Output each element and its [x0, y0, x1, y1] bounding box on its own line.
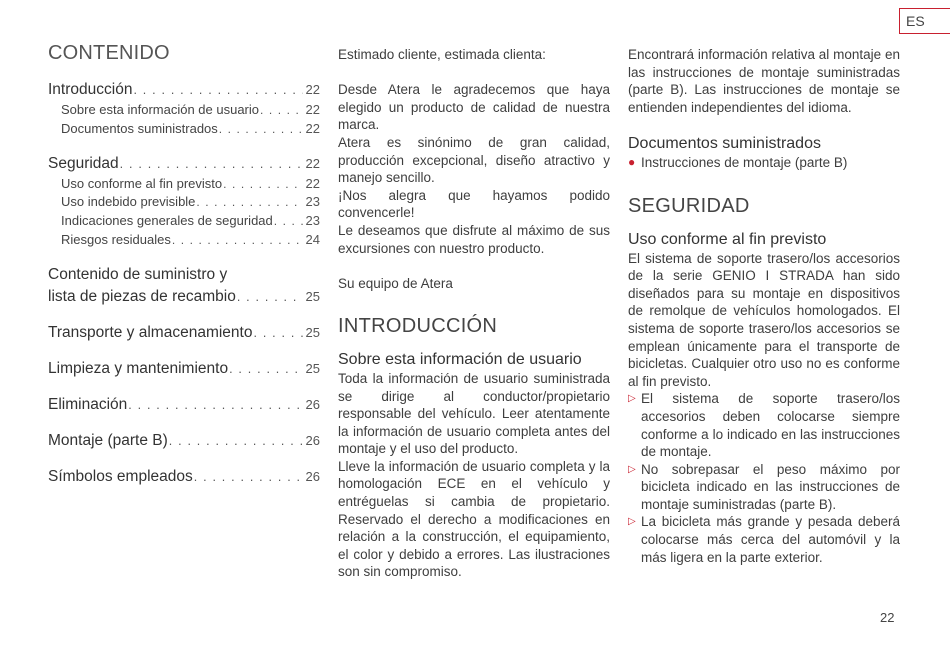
toc-title: CONTENIDO — [48, 42, 170, 64]
list-item — [628, 390, 900, 460]
toc-entry[interactable] — [48, 322, 320, 344]
toc-group-contenido[interactable] — [48, 264, 320, 308]
toc-entry-page: 26 — [305, 468, 320, 484]
paragraph: Toda la información de usuario suministrada se dirige al conductor/propietario responsable del vehículo. Leer atentamente la información de usuario completa antes del montaje y el uso del producto. — [338, 370, 610, 457]
language-badge: ES — [899, 8, 950, 34]
toc-subentry[interactable] — [48, 212, 320, 231]
toc-leader-dots — [169, 431, 303, 452]
toc-entry — [48, 286, 320, 308]
toc-entry-page: 25 — [305, 360, 320, 376]
toc-subentry-page: 22 — [305, 175, 320, 191]
toc-entry-label: Introducción — [48, 81, 133, 98]
toc-group-eliminacion — [48, 394, 320, 416]
toc-subentry-label: Riesgos residuales — [61, 231, 171, 247]
toc-entry-page: 22 — [305, 155, 320, 171]
toc-entry-label: Montaje (parte B) — [48, 431, 168, 449]
toc-leader-dots — [120, 154, 303, 175]
paragraph: Le deseamos que disfrute al máximo de sus excursiones con nuestro producto. — [338, 222, 610, 256]
toc-subentry-page: 22 — [305, 120, 320, 136]
toc-subentry[interactable] — [48, 120, 320, 139]
column-right — [628, 46, 900, 566]
paragraph: ¡Nos alegra que hayamos podido convencerle! — [338, 187, 610, 221]
list-item-text: La bicicleta más grande y pesada deberá colocarse más cerca del automóvil y la más ligera en la parte exterior. — [641, 514, 900, 565]
toc-leader-dots — [274, 213, 303, 231]
subsection-title-documentos: Documentos suministrados — [628, 135, 821, 153]
toc-subentry-page: 22 — [305, 102, 320, 117]
paragraph: Encontrará información relativa al montaje en las instrucciones de montaje suministradas (parte B). Las instrucciones de montaje se entienden independientes del idioma. — [628, 47, 900, 115]
paragraph: Atera es sinónimo de gran calidad, producción excepcional, diseño atractivo y manejo sencillo. — [338, 134, 610, 186]
paragraph: El sistema de soporte trasero/los accesorios de la serie GENIO I STRADA han sido diseñados para su montaje en dispositivos de remolque de vehículos homologados. El sistema de soporte trasero/los accesorios se emplean únicamente para el transporte de bicicletas. Cualquier otro uso no es conforme al fin previsto. — [628, 250, 900, 389]
toc-group-seguridad — [48, 153, 320, 250]
toc-leader-dots — [172, 232, 303, 250]
triangle-right-icon: ▷ — [628, 393, 636, 405]
list-item-text: No sobrepasar el peso máximo por bicicleta indicado en las instrucciones de montaje suministradas (parte B). — [641, 461, 900, 512]
toc-entry[interactable] — [48, 358, 320, 380]
toc-group-introduccion — [48, 79, 320, 139]
toc-entry-label: Limpieza y mantenimiento — [48, 359, 229, 377]
toc-leader-dots — [237, 287, 303, 308]
table-of-contents — [48, 42, 320, 502]
toc-subentry-page: 23 — [305, 213, 320, 229]
toc-entry-page: 22 — [305, 82, 320, 97]
toc-entry-label-line2: lista de piezas de recambio — [48, 287, 236, 305]
toc-subentry-label: Uso indebido previsible — [61, 194, 196, 210]
toc-subentry-page: 23 — [305, 194, 320, 210]
list-item-text: El sistema de soporte trasero/los accesorios deben colocarse siempre conforme a lo indicado en las instrucciones de montaje. — [641, 391, 900, 460]
paragraph: Lleve la información de usuario completa y la homologación ECE en el vehículo y entréguelas si cambia de propietario. Reservado el derecho a modificaciones en relación a la construcción, el equipamiento, el color y debido a errores. Las ilustraciones son sin compromiso. — [338, 458, 610, 580]
toc-entry-label: Eliminación — [48, 395, 128, 413]
toc-entry-label: Transporte y almacenamiento — [48, 323, 253, 341]
toc-subentry-label: Indicaciones generales de seguridad — [61, 213, 273, 229]
toc-subentry-label: Uso conforme al fin previsto — [61, 175, 223, 191]
toc-leader-dots — [196, 194, 302, 212]
toc-leader-dots — [260, 102, 303, 120]
toc-entry-page: 26 — [305, 432, 320, 448]
toc-entry[interactable] — [48, 153, 320, 175]
toc-subentry[interactable] — [48, 231, 320, 250]
toc-group-simbolos — [48, 466, 320, 488]
toc-leader-dots — [128, 395, 302, 416]
toc-group-montaje — [48, 430, 320, 452]
toc-entry[interactable] — [48, 394, 320, 416]
toc-leader-dots — [253, 323, 302, 344]
list-item — [628, 154, 900, 172]
toc-entry-page: 25 — [305, 288, 320, 304]
list-item — [628, 461, 900, 514]
greeting: Estimado cliente, estimada clienta: — [338, 47, 546, 62]
toc-entry[interactable] — [48, 466, 320, 488]
toc-leader-dots — [223, 176, 302, 194]
toc-subentry[interactable] — [48, 193, 320, 212]
toc-entry-page: 25 — [305, 324, 320, 340]
toc-entry-label-line1: Contenido de suministro y — [48, 265, 228, 283]
toc-subentry-page: 24 — [305, 231, 320, 247]
red-dot-icon: ● — [628, 155, 636, 170]
subsection-title-uso: Uso conforme al fin previsto — [628, 230, 827, 248]
toc-subentry-label: Documentos suministrados — [61, 120, 218, 136]
paragraph: Desde Atera le agradecemos que haya elegido un producto de calidad de nuestra marca. — [338, 82, 610, 133]
toc-group-transporte — [48, 322, 320, 344]
list-item-text: Instrucciones de montaje (parte B) — [641, 155, 848, 171]
toc-subentry[interactable] — [48, 101, 320, 120]
triangle-right-icon: ▷ — [628, 516, 636, 528]
page-number: 22 — [880, 610, 895, 625]
toc-leader-dots — [133, 80, 302, 101]
toc-entry[interactable] — [48, 79, 320, 101]
subsection-title: Sobre esta información de usuario — [338, 350, 582, 368]
toc-entry-page: 26 — [305, 396, 320, 412]
toc-entry-label: Seguridad — [48, 154, 119, 172]
triangle-right-icon: ▷ — [628, 463, 636, 475]
signoff: Su equipo de Atera — [338, 275, 453, 291]
toc-leader-dots — [219, 121, 303, 139]
toc-leader-dots — [229, 359, 302, 380]
toc-subentry-label: Sobre esta información de usuario — [61, 102, 260, 117]
list-item — [628, 513, 900, 566]
section-title-introduccion: INTRODUCCIÓN — [338, 315, 498, 338]
toc-entry[interactable] — [48, 430, 320, 452]
toc-entry-label: Símbolos empleados — [48, 467, 193, 485]
column-middle — [338, 46, 610, 581]
toc-group-limpieza — [48, 358, 320, 380]
toc-subentry[interactable] — [48, 175, 320, 194]
section-title-seguridad: SEGURIDAD — [628, 194, 750, 217]
toc-leader-dots — [194, 467, 303, 488]
